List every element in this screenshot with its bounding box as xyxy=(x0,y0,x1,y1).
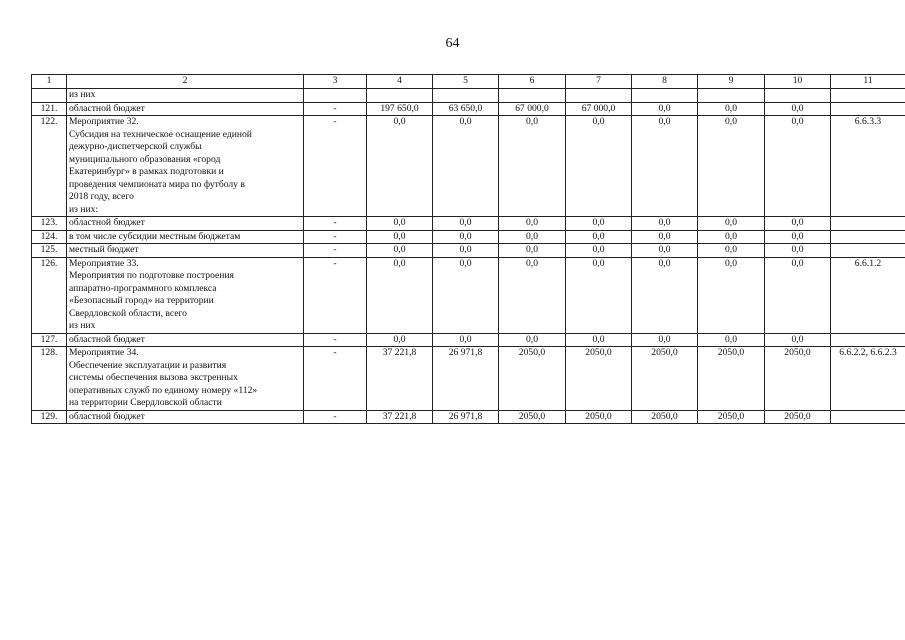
cell-c5: 0,0 xyxy=(433,230,499,244)
row-number: 129. xyxy=(32,410,67,424)
cell-c8 xyxy=(632,89,698,103)
description-line: областной бюджет xyxy=(69,102,145,114)
table-row xyxy=(32,102,905,116)
row-description xyxy=(67,244,304,258)
cell-c9: 0,0 xyxy=(698,116,765,217)
description-line: Мероприятия по подготовке построения xyxy=(69,270,234,281)
cell-c8: 0,0 xyxy=(632,116,698,217)
cell-c9: 2050,0 xyxy=(698,347,765,411)
cell-c4: 0,0 xyxy=(367,244,433,258)
row-description xyxy=(67,230,304,244)
cell-c5 xyxy=(433,89,499,103)
cell-c7: 2050,0 xyxy=(566,347,632,411)
column-header: 11 xyxy=(831,75,905,89)
cell-c3: - xyxy=(304,347,367,411)
cell-c3: - xyxy=(304,410,367,424)
description-line: Свердловской области, всего xyxy=(69,307,187,319)
cell-c8: 0,0 xyxy=(632,244,698,258)
cell-c8: 0,0 xyxy=(632,102,698,116)
table-row xyxy=(32,230,905,244)
description-line: Обеспечение эксплуатации и развития xyxy=(69,359,227,371)
table-row xyxy=(32,244,905,258)
cell-c6: 0,0 xyxy=(499,116,566,217)
cell-c7: 0,0 xyxy=(566,116,632,217)
cell-c11: 6.6.1.2 xyxy=(831,257,905,333)
table-row xyxy=(32,217,905,231)
cell-c11 xyxy=(831,244,905,258)
cell-c4: 197 650,0 xyxy=(367,102,433,116)
cell-c10: 0,0 xyxy=(765,116,831,217)
cell-c8: 0,0 xyxy=(632,333,698,347)
cell-c10 xyxy=(765,89,831,103)
cell-c6: 2050,0 xyxy=(499,347,566,411)
cell-c9 xyxy=(698,89,765,103)
cell-c10: 2050,0 xyxy=(765,410,831,424)
cell-c9: 0,0 xyxy=(698,333,765,347)
cell-c10: 0,0 xyxy=(765,102,831,116)
table-row xyxy=(32,347,905,411)
cell-c11 xyxy=(831,89,905,103)
description-line: областной бюджет xyxy=(69,333,145,345)
row-number: 128. xyxy=(32,347,67,411)
cell-c9: 0,0 xyxy=(698,244,765,258)
cell-c7: 0,0 xyxy=(566,333,632,347)
description-line: в том числе субсидии местным бюджетам xyxy=(69,230,241,242)
cell-c5: 26 971,8 xyxy=(433,410,499,424)
description-line: дежурно-диспетчерской службы xyxy=(69,141,202,152)
header-row xyxy=(32,75,905,89)
cell-c9: 2050,0 xyxy=(698,410,765,424)
column-header: 10 xyxy=(765,75,831,89)
cell-c4 xyxy=(367,89,433,103)
column-header: 1 xyxy=(32,75,67,89)
cell-c7: 67 000,0 xyxy=(566,102,632,116)
cell-c8: 2050,0 xyxy=(632,410,698,424)
cell-c7: 0,0 xyxy=(566,244,632,258)
cell-c11: 6.6.2.2, 6.6.2.3 xyxy=(831,347,905,411)
column-header: 7 xyxy=(566,75,632,89)
cell-c11: 6.6.3.3 xyxy=(831,116,905,217)
cell-c5: 0,0 xyxy=(433,257,499,333)
description-line: Екатеринбург» в рамках подготовки и xyxy=(69,166,224,177)
row-number: 122. xyxy=(32,116,67,217)
cell-c3 xyxy=(304,89,367,103)
page-number: 64 xyxy=(445,36,460,51)
description-line: Мероприятие 32. xyxy=(69,116,139,127)
row-number: 121. xyxy=(32,102,67,116)
row-description xyxy=(67,347,304,411)
cell-c11 xyxy=(831,410,905,424)
row-description xyxy=(67,333,304,347)
cell-c10: 2050,0 xyxy=(765,347,831,411)
description-line: Субсидия на техническое оснащение единой xyxy=(69,128,252,140)
cell-c9: 0,0 xyxy=(698,217,765,231)
cell-c10: 0,0 xyxy=(765,217,831,231)
cell-c10: 0,0 xyxy=(765,333,831,347)
column-header: 6 xyxy=(499,75,566,89)
cell-c7: 2050,0 xyxy=(566,410,632,424)
cell-c4: 0,0 xyxy=(367,116,433,217)
description-line: областной бюджет xyxy=(69,217,145,228)
cell-c7 xyxy=(566,89,632,103)
cell-c4: 0,0 xyxy=(367,257,433,333)
row-description xyxy=(67,217,304,231)
cell-c4: 37 221,8 xyxy=(367,410,433,424)
column-header: 9 xyxy=(698,75,765,89)
cell-c11 xyxy=(831,230,905,244)
column-header: 8 xyxy=(632,75,698,89)
cell-c5: 26 971,8 xyxy=(433,347,499,411)
cell-c6: 0,0 xyxy=(499,217,566,231)
cell-c8: 0,0 xyxy=(632,230,698,244)
cell-c9: 0,0 xyxy=(698,230,765,244)
table-row xyxy=(32,257,905,333)
cell-c4: 0,0 xyxy=(367,230,433,244)
row-number: 126. xyxy=(32,257,67,333)
cell-c5: 0,0 xyxy=(433,333,499,347)
table-row xyxy=(32,89,905,103)
row-description xyxy=(67,89,304,103)
cell-c6: 0,0 xyxy=(499,333,566,347)
column-header: 2 xyxy=(67,75,304,89)
row-number: 123. xyxy=(32,217,67,231)
cell-c4: 37 221,8 xyxy=(367,347,433,411)
cell-c11 xyxy=(831,333,905,347)
cell-c6 xyxy=(499,89,566,103)
cell-c7: 0,0 xyxy=(566,230,632,244)
table-row xyxy=(32,116,905,217)
cell-c6: 0,0 xyxy=(499,257,566,333)
description-line: проведения чемпионата мира по футболу в xyxy=(69,178,245,190)
cell-c3: - xyxy=(304,257,367,333)
table-row xyxy=(32,410,905,424)
cell-c10: 0,0 xyxy=(765,244,831,258)
description-line: Мероприятие 34. xyxy=(69,347,139,358)
cell-c10: 0,0 xyxy=(765,257,831,333)
cell-c6: 67 000,0 xyxy=(499,102,566,116)
description-line: оперативных служб по единому номеру «112» xyxy=(69,384,258,396)
cell-c4: 0,0 xyxy=(367,333,433,347)
column-header: 4 xyxy=(367,75,433,89)
description-line: аппаратно-программного комплекса xyxy=(69,282,217,294)
row-number: 125. xyxy=(32,244,67,258)
description-line: «Безопасный город» на территории xyxy=(69,295,214,306)
cell-c6: 0,0 xyxy=(499,244,566,258)
column-header: 5 xyxy=(433,75,499,89)
description-line: местный бюджет xyxy=(69,244,139,255)
cell-c5: 63 650,0 xyxy=(433,102,499,116)
cell-c3: - xyxy=(304,244,367,258)
cell-c7: 0,0 xyxy=(566,217,632,231)
description-line: системы обеспечения вызова экстренных xyxy=(69,372,238,383)
row-description xyxy=(67,102,304,116)
row-number xyxy=(32,89,67,103)
cell-c3: - xyxy=(304,230,367,244)
description-line: областной бюджет xyxy=(69,410,145,422)
row-number: 124. xyxy=(32,230,67,244)
cell-c3: - xyxy=(304,333,367,347)
row-description xyxy=(67,410,304,424)
cell-c5: 0,0 xyxy=(433,116,499,217)
description-line: из них: xyxy=(69,203,99,215)
description-line: из них xyxy=(69,320,96,331)
program-table xyxy=(31,74,905,424)
cell-c10: 0,0 xyxy=(765,230,831,244)
cell-c3: - xyxy=(304,116,367,217)
cell-c5: 0,0 xyxy=(433,217,499,231)
row-number: 127. xyxy=(32,333,67,347)
cell-c6: 2050,0 xyxy=(499,410,566,424)
cell-c7: 0,0 xyxy=(566,257,632,333)
description-line: 2018 году, всего xyxy=(69,191,134,202)
cell-c9: 0,0 xyxy=(698,102,765,116)
cell-c9: 0,0 xyxy=(698,257,765,333)
cell-c11 xyxy=(831,102,905,116)
cell-c8: 0,0 xyxy=(632,257,698,333)
cell-c8: 0,0 xyxy=(632,217,698,231)
cell-c5: 0,0 xyxy=(433,244,499,258)
cell-c11 xyxy=(831,217,905,231)
description-line: Мероприятие 33. xyxy=(69,257,139,269)
cell-c3: - xyxy=(304,102,367,116)
cell-c3: - xyxy=(304,217,367,231)
cell-c4: 0,0 xyxy=(367,217,433,231)
description-line: муниципального образования «город xyxy=(69,153,221,165)
column-header: 3 xyxy=(304,75,367,89)
row-description xyxy=(67,116,304,217)
table-body xyxy=(32,89,905,424)
cell-c6: 0,0 xyxy=(499,230,566,244)
row-description xyxy=(67,257,304,333)
cell-c8: 2050,0 xyxy=(632,347,698,411)
description-line: на территории Свердловской области xyxy=(69,397,222,408)
table-row xyxy=(32,333,905,347)
description-line: из них xyxy=(69,89,96,100)
